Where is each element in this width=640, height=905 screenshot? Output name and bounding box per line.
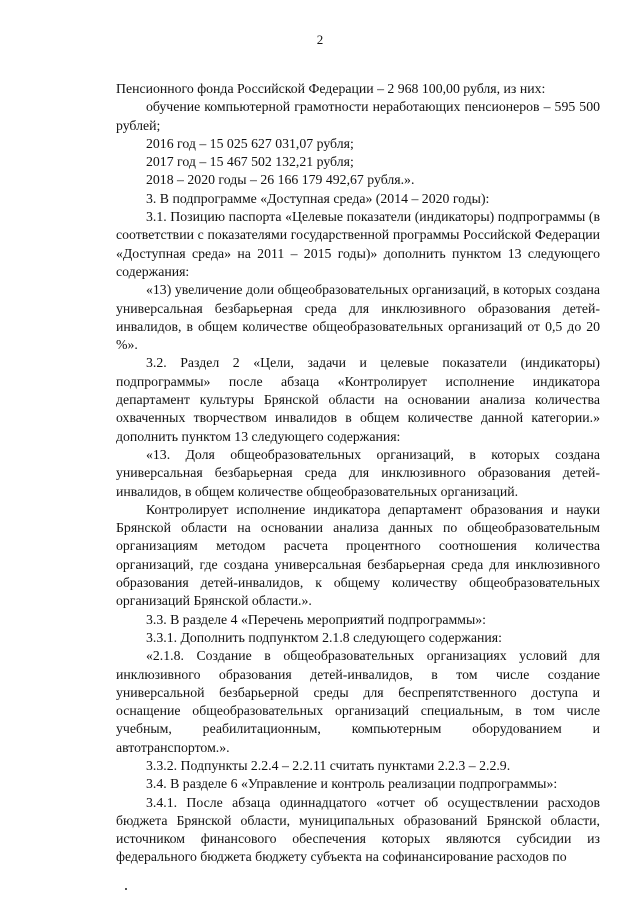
document-body	[116, 80, 600, 867]
paragraph: 2017 год – 15 467 502 132,21 рубля;	[146, 154, 354, 170]
paragraph: Контролирует исполнение индикатора департамент образования и науки Брянской области на основании анализа данных по общеобразовательным организациям методом расчета процентного соотношения количества организаций, где создана универсальная безбарьерная среда для инклюзивного образования детей-инвалидов, к общему количеству общеобразовательных организаций Брянской области.».	[116, 501, 600, 609]
paragraph: 3.1. Позицию паспорта «Целевые показатели (индикаторы) подпрограммы (в соответствии с показателями государственной программы Российской Федерации «Доступная среда» на 2011 – 2015 годы)» дополнить пунктом 13 следующего содержания:	[116, 209, 600, 279]
page-number: 2	[316, 32, 324, 47]
paragraph: 3.3. В разделе 4 «Перечень мероприятий подпрограммы»:	[146, 611, 486, 627]
paragraph: «2.1.8. Создание в общеобразовательных организациях условий для инклюзивного образования детей-инвалидов, в том числе создание универсальной безбарьерной среды для беспрепятственного доступа и оснащение общеобразовательных организаций специальным, в том числе учебным, реабилитационным, компьютерным оборудованием и автотранспортом.».	[116, 648, 600, 755]
paragraph: 3.3.2. Подпункты 2.2.4 – 2.2.11 считать пунктами 2.2.3 – 2.2.9.	[146, 757, 511, 773]
paragraph: 2018 – 2020 годы – 26 166 179 492,67 рубля.».	[146, 172, 415, 188]
scan-speck	[125, 888, 127, 890]
paragraph: обучение компьютерной грамотности неработающих пенсионеров – 595 500 рублей;	[116, 99, 600, 133]
paragraph: 3.4.1. После абзаца одиннадцатого «отчет об осуществлении расходов бюджета Брянской области, муниципальных образований Брянской области, источником финансового обеспечения которых являются субсидии из федерального бюджета бюджету субъекта на софинансирование расходов по	[116, 794, 600, 865]
paragraph: «13. Доля общеобразовательных организаций, в которых создана универсальная безбарьерная среда для инклюзивного образования детей-инвалидов, в общем количестве общеобразовательных организаций.	[116, 446, 600, 499]
paragraph: 2016 год – 15 025 627 031,07 рубля;	[146, 135, 354, 151]
paragraph: 3.4. В разделе 6 «Управление и контроль реализации подпрограммы»:	[146, 776, 558, 792]
paragraph: 3.2. Раздел 2 «Цели, задачи и целевые показатели (индикаторы) подпрограммы» после абзаца «Контролирует исполнение индикатора департамент культуры Брянской области на основании анализа количества охваченных творчеством инвалидов в общем количестве данной категории.» дополнить пунктом 13 следующего содержания:	[116, 355, 600, 444]
paragraph: 3.3.1. Дополнить подпунктом 2.1.8 следующего содержания:	[146, 629, 502, 645]
paragraph: 3. В подпрограмме «Доступная среда» (2014 – 2020 годы):	[146, 190, 490, 206]
paragraph: Пенсионного фонда Российской Федерации – 2 968 100,00 рубля, из них:	[116, 81, 546, 96]
paragraph: «13) увеличение доли общеобразовательных организаций, в которых создана универсальная безбарьерная среда для инклюзивного образования детей-инвалидов, в общем количестве общеобразовательных организаций от 0,5 до 20 %».	[116, 282, 600, 353]
